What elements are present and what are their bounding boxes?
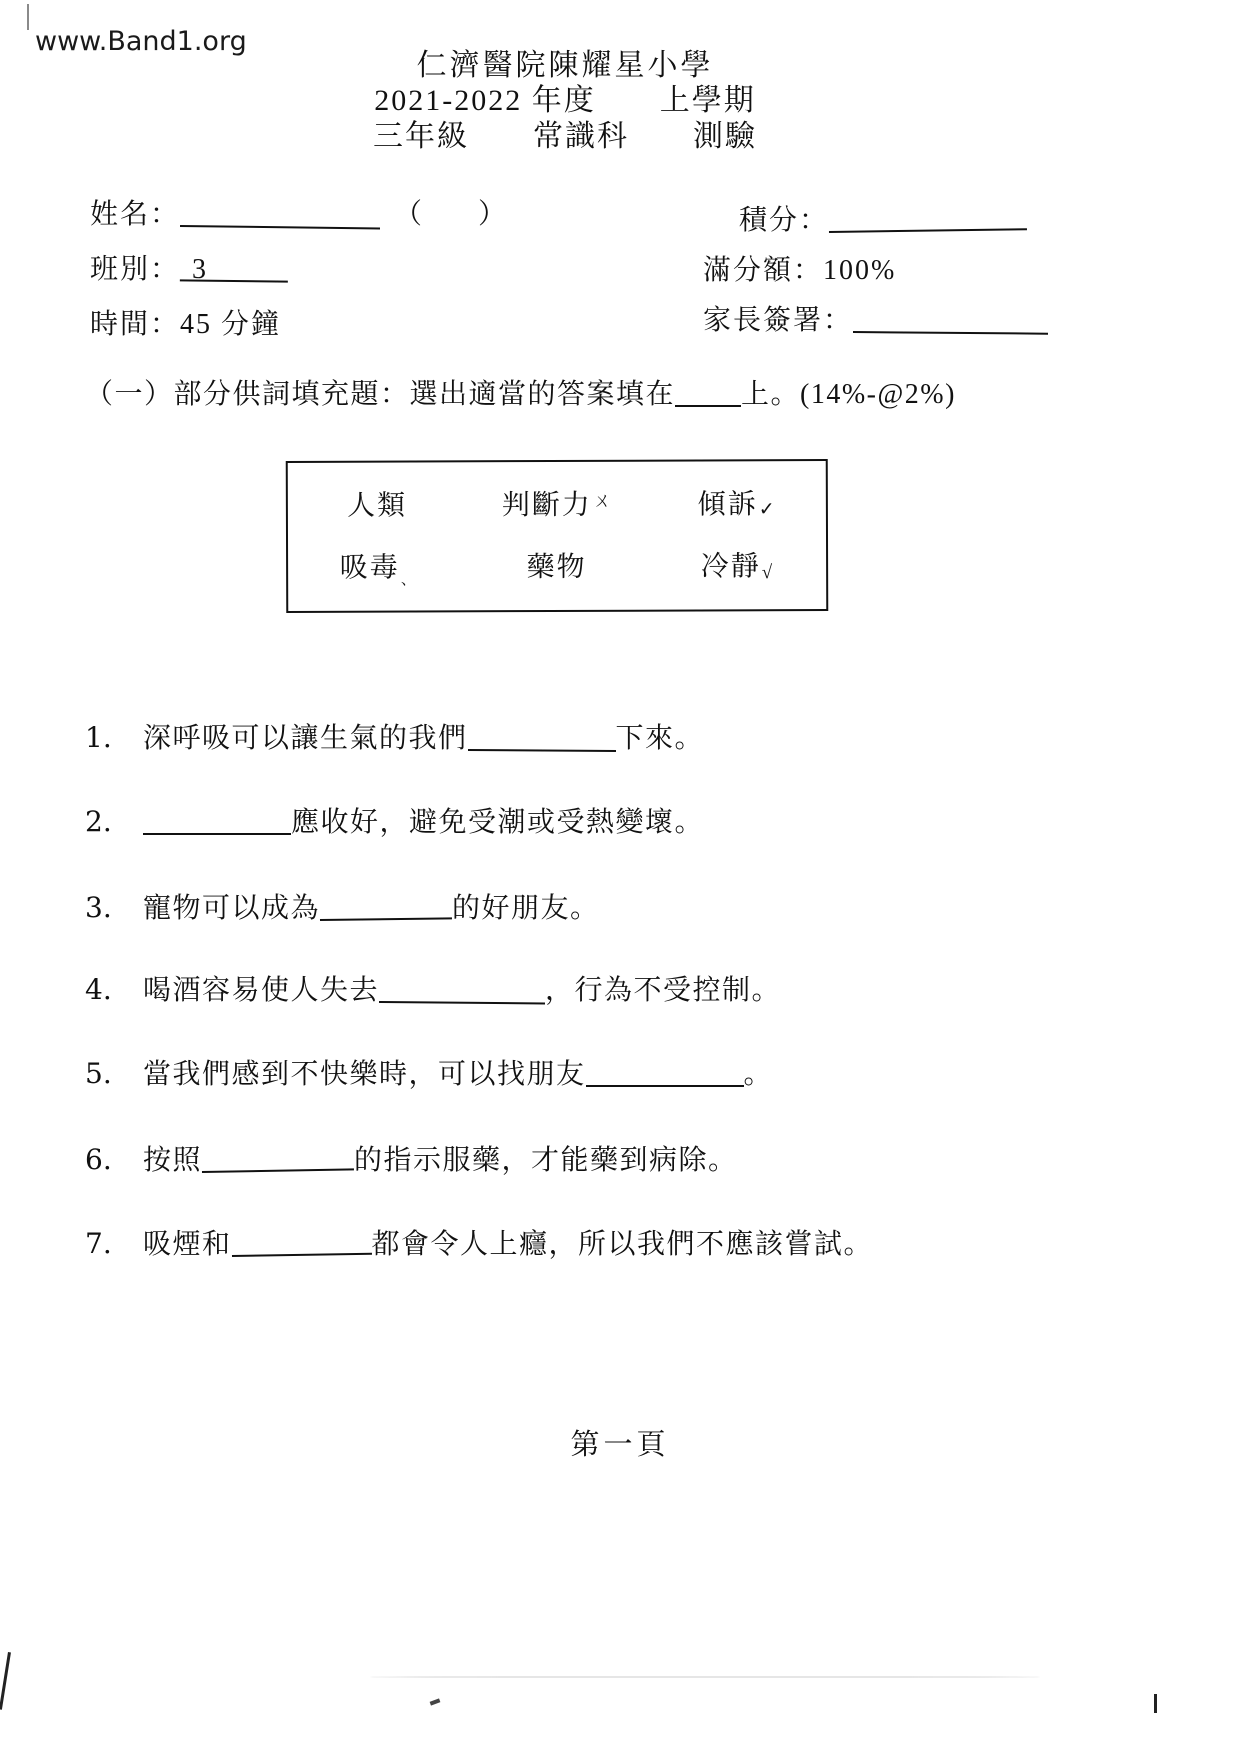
question-number: 4. <box>85 973 112 1006</box>
word-bank-box <box>286 459 829 613</box>
student-info-block <box>90 192 506 357</box>
word-item <box>340 545 416 589</box>
scan-artifact-bottom-left <box>0 1652 10 1710</box>
section-heading-post: 上。(14%-@2%) <box>741 379 956 410</box>
time-row <box>90 302 506 342</box>
question-blank <box>379 972 545 1005</box>
question-row <box>85 1052 773 1092</box>
watermark: www.Band1.org <box>35 26 247 57</box>
word-item <box>527 545 588 589</box>
question-blank <box>468 720 616 752</box>
question-blank <box>143 804 291 835</box>
time-label: 時間： <box>90 309 181 340</box>
question-text-post: 應收好，避免受潮或受熱變壞。 <box>291 807 705 838</box>
word-item <box>698 483 775 523</box>
section-heading-pre: （一）部分供詞填充題：選出適當的答案填在 <box>85 379 676 410</box>
class-row <box>90 247 506 287</box>
full-score-row <box>703 248 1048 288</box>
question-row <box>85 800 704 840</box>
question-number: 2. <box>85 805 112 838</box>
question-text-post: 下來。 <box>615 723 705 754</box>
question-text-post: 。 <box>743 1059 774 1090</box>
question-number: 1. <box>85 721 112 754</box>
word-item <box>701 544 773 588</box>
question-number: 3. <box>85 891 112 924</box>
word-text: 吸毒 <box>339 552 400 584</box>
parent-signature-label: 家長簽署： <box>703 305 854 336</box>
question-text-pre: 寵物可以成為 <box>143 893 321 924</box>
question-text-post: 的好朋友。 <box>452 893 600 924</box>
page-footer: 第一頁 <box>570 1429 670 1461</box>
word-item <box>502 483 612 523</box>
name-row <box>90 192 506 232</box>
question-text-pre: 按照 <box>143 1145 203 1176</box>
word-text: 傾訴 <box>697 489 758 521</box>
scan-artifact-bottom-mid <box>430 1698 441 1705</box>
question-text-pre: 當我們感到不快樂時，可以找朋友 <box>143 1059 586 1090</box>
cross-mark: ㄨ <box>592 491 612 513</box>
question-number: 7. <box>85 1227 112 1260</box>
class-label: 班別： <box>90 254 181 285</box>
question-text-post: ，行為不受控制。 <box>545 975 782 1006</box>
section-heading <box>85 372 956 412</box>
scan-artifact-bottom-right <box>1154 1694 1157 1713</box>
question-text-pre: 吸煙和 <box>143 1229 232 1260</box>
question-text-pre: 喝酒容易使人失去 <box>143 975 380 1006</box>
question-text-pre: 深呼吸可以讓生氣的我們 <box>143 723 468 754</box>
exam-header <box>275 48 855 154</box>
class-value: 3 <box>192 254 209 285</box>
word-mark: 、 <box>400 572 416 589</box>
name-label: 姓名： <box>90 199 181 230</box>
year-term-line: 2021-2022 年度 上學期 <box>374 84 756 118</box>
school-name: 仁濟醫院陳耀星小學 <box>416 49 714 82</box>
heading-blank <box>675 376 741 407</box>
parent-signature-row <box>703 298 1048 338</box>
question-row <box>85 716 704 756</box>
question-text-post: 的指示服藥，才能藥到病除。 <box>354 1145 738 1176</box>
class-blank <box>180 250 288 283</box>
question-blank <box>320 888 452 921</box>
full-score-label: 滿分額： <box>703 255 824 286</box>
question-row <box>85 886 600 926</box>
score-row <box>703 198 1048 238</box>
check-mark: ✓ <box>758 499 775 521</box>
parent-signature-blank <box>853 302 1048 335</box>
score-blank <box>829 199 1027 233</box>
score-info-block <box>703 198 1048 348</box>
name-blank <box>180 196 380 230</box>
question-row <box>85 1222 873 1262</box>
question-number: 6. <box>85 1143 112 1176</box>
full-score-value: 100% <box>823 255 897 286</box>
word-text: 判斷力 <box>501 490 592 522</box>
word-text: 人類 <box>346 490 408 523</box>
question-blank <box>201 1139 354 1173</box>
time-value: 45 分鐘 <box>180 309 282 340</box>
check-mark: √ <box>761 561 773 583</box>
question-row <box>85 968 781 1008</box>
name-paren: （ ） <box>394 199 507 230</box>
word-item <box>347 484 408 524</box>
scan-artifact-faint-line <box>370 1676 1040 1678</box>
question-number: 5. <box>85 1057 112 1090</box>
score-label: 積分： <box>739 205 830 236</box>
word-text: 藥物 <box>526 551 587 583</box>
question-blank <box>231 1223 371 1257</box>
grade-subject-line: 三年級 常識科 測驗 <box>373 119 757 153</box>
question-text-post: 都會令人上癮，所以我們不應該嘗試。 <box>371 1229 874 1260</box>
scan-artifact-top-left <box>27 4 29 30</box>
question-blank <box>586 1056 744 1087</box>
question-row <box>85 1138 738 1178</box>
word-text: 冷靜 <box>700 550 761 583</box>
